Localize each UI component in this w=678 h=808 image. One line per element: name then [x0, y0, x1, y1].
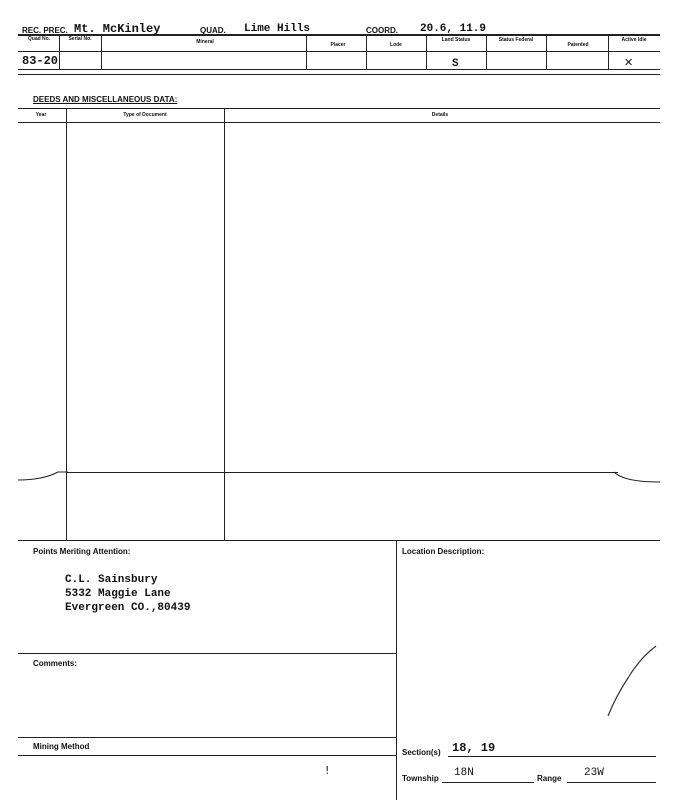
lower-top-rule — [18, 540, 660, 541]
points-address — [65, 573, 190, 615]
col-mineral: Mineral — [196, 39, 214, 45]
crease-line — [66, 472, 618, 473]
points-line-3: Evergreen CO.,80439 — [65, 602, 191, 614]
range-underline — [567, 782, 656, 783]
mining-bottom-rule — [18, 755, 396, 756]
col-sep-3 — [306, 34, 307, 69]
township-label: Township — [402, 774, 439, 783]
quad-label: QUAD. — [200, 26, 226, 35]
mining-top-rule — [18, 737, 396, 738]
sections-label: Section(s) — [402, 748, 441, 757]
col-sep-1 — [59, 34, 60, 69]
comments-label: Comments: — [33, 659, 78, 668]
township-underline — [442, 782, 534, 783]
col-sep-5 — [426, 34, 427, 69]
deeds-col-year: Year — [35, 112, 47, 118]
col-patented: Patented — [567, 42, 589, 48]
tick-mark: ! — [325, 764, 330, 777]
col-sep-4 — [366, 34, 367, 69]
col-quad-no: Quad No. — [27, 36, 51, 42]
coord-label: COORD. — [366, 26, 398, 35]
crease-mark-left — [18, 468, 68, 484]
deeds-sep-2 — [224, 108, 225, 540]
quad-value: Lime Hills — [244, 23, 311, 35]
points-line-2: 5332 Maggie Lane — [65, 588, 171, 600]
township-value: 18N — [454, 767, 474, 779]
mining-label: Mining Method — [33, 742, 90, 751]
rec-prec-value: Mt. McKinley — [74, 22, 161, 36]
deeds-header-rule — [18, 122, 660, 123]
header-mid-rule — [18, 51, 660, 52]
range-label: Range — [537, 774, 562, 783]
points-line-1: C.L. Sainsbury — [65, 574, 158, 586]
deeds-col-type: Type of Document — [123, 112, 167, 118]
pen-stroke-mark — [600, 644, 660, 720]
lower-mid-divider — [396, 540, 397, 800]
col-placer: Placer — [330, 42, 346, 48]
active-mark-icon: ✕ — [624, 56, 634, 69]
points-label: Points Meriting Attention: — [33, 547, 131, 556]
rec-prec-label: REC. PREC. — [22, 26, 68, 35]
sections-value: 18, 19 — [452, 741, 496, 755]
col-lode: Lode — [390, 42, 402, 48]
col-sep-2 — [101, 34, 102, 69]
col-status-federal: Status Federal — [498, 37, 534, 43]
col-active-idle: Active Idle — [621, 37, 647, 43]
deeds-title: DEEDS AND MISCELLANEOUS DATA: — [33, 95, 178, 104]
comments-top-rule — [18, 653, 396, 654]
header-bottom-rule — [18, 69, 660, 70]
sections-underline — [448, 756, 656, 757]
land-status-value: S — [452, 58, 459, 70]
quad-no-value: 83-20 — [22, 54, 59, 68]
col-serial-no: Serial No. — [68, 36, 92, 42]
header-bottom-rule-2 — [18, 74, 660, 75]
range-value: 23W — [584, 767, 604, 779]
col-sep-6 — [486, 34, 487, 69]
deeds-top-rule — [18, 108, 660, 109]
col-sep-7 — [546, 34, 547, 69]
location-label: Location Description: — [402, 547, 485, 556]
col-sep-8 — [608, 34, 609, 69]
col-land-status: Land Status — [441, 37, 471, 43]
deeds-col-details: Details — [431, 112, 449, 118]
header-top-rule — [18, 34, 660, 36]
crease-mark-right — [614, 468, 660, 488]
coord-value: 20.6, 11.9 — [420, 23, 487, 35]
